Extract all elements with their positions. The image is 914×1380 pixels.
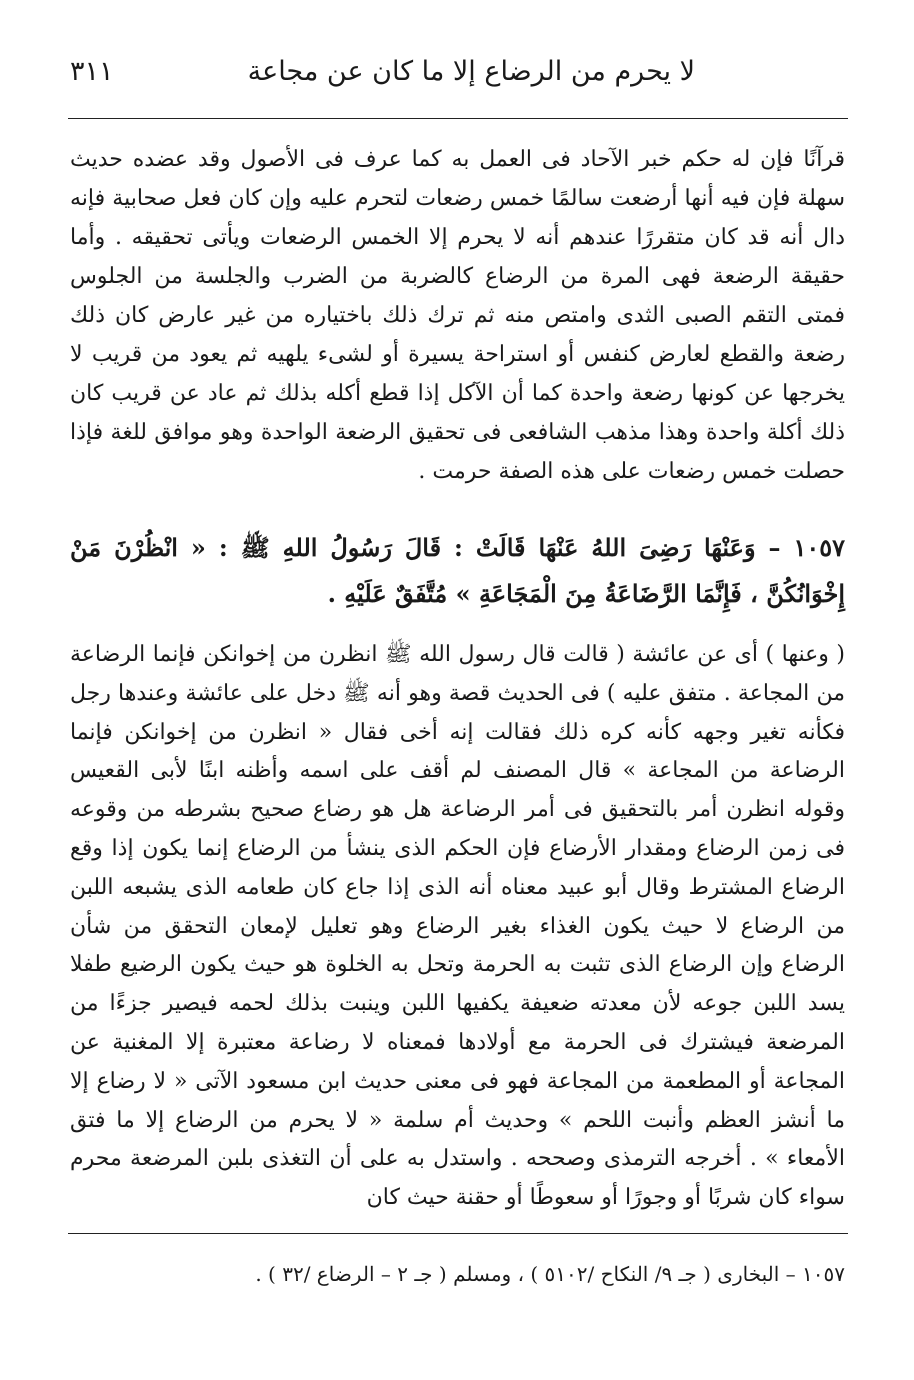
footnote: ١٠٥٧ – البخارى ( جـ ٩/ النكاح /٥١٠٢ ) ، ومسلم ( جـ ٢ – الرضاع /٣٢ ) . [255,1262,845,1286]
page-header [70,52,845,100]
hadith-text: ١٠٥٧ – وَعَنْهَا رَضِىَ اللهُ عَنْهَا قَالَتْ : قَالَ رَسُولُ اللهِ ﷺ : « انْظُرْنَ مَنْ إِخْوَانُكُنَّ ، فَإِنَّمَا الرَّضَاعَةُ مِنَ الْمَجَاعَةِ » مُتَّفَقٌ عَلَيْهِ . [70,533,845,608]
page-number: ٣١١ [70,56,114,87]
header-divider [68,118,848,119]
footnote-divider [68,1233,848,1234]
commentary-paragraph: قرآنًا فإن له حكم خبر الآحاد فى العمل به كما عرف فى الأصول وقد عضده حديث سهلة فإن فيه أنها أرضعت سالمًا خمس رضعات لتحرم عليه وإن كان فعل صحابية فإنه دال أنه قد كان متقررًا عندهم أنه لا يحرم إلا الخمس الرضعات ويأتى تحقيقه . وأما حقيقة الرضعة فهى المرة من الرضاع كالضربة من الضرب والجلسة من الجلوس فمتى التقم الصبى الثدى وامتص منه ثم ترك ذلك باختياره من غير عارض كان ذلك رضعة والقطع لعارض كنفس أو استراحة يسيرة أو لشىء يلهيه ثم يعود من قريب لا يخرجها عن كونها رضعة واحدة كما أن الآكل إذا قطع أكله بذلك ثم عاد عن قريب كان ذلك أكلة واحدة وهذا مذهب الشافعى فى تحقيق الرضعة الواحدة وهو موافق للغة فإذا حصلت خمس رضعات على هذه الصفة حرمت . [70,147,845,484]
hadith-commentary: ( وعنها ) أى عن عائشة ( قالت قال رسول الله ﷺ انظرن من إخوانكن فإنما الرضاعة من المجاعة . متفق عليه ) فى الحديث قصة وهو أنه ﷺ دخل على عائشة وعندها رجل فكأنه تغير وجهه كأنه كره ذلك فقالت إنه أخى فقال « انظرن من إخوانكن فإنما الرضاعة من المجاعة » قال المصنف لم أقف على اسمه وأظنه ابنًا لأبى القعيس وقوله انظرن أمر بالتحقيق فى أمر الرضاعة هل هو رضاع صحيح بشرطه من وقوعه فى زمن الرضاع ومقدار الأرضاع فإن الحكم الذى ينشأ من الرضاع إنما يكون إذا وقع الرضاع المشترط وقال أبو عبيد معناه أنه الذى إذا جاع كان طعامه الذى يشبعه اللبن من الرضاع لا حيث يكون الغذاء بغير الرضاع وهو تعليل لإمعان التحقق من شأن الرضاع وإن الرضاع الذى تثبت به الحرمة وتحل به الخلوة هو حيث يكون الرضيع طفلا يسد اللبن جوعه لأن معدته ضعيفة يكفيها اللبن وينبت بذلك لحمه فيصير جزءًا من المرضعة فيشترك فى الحرمة مع أولادها فمعناه لا رضاعة معتبرة إلا المغنية عن المجاعة أو المطعمة من المجاعة فهو فى معنى حديث ابن مسعود الآتى « لا رضاع إلا ما أنشز العظم وأنبت اللحم » وحديث أم سلمة « لا يحرم من الرضاع إلا ما فتق الأمعاء » . أخرجه الترمذى وصححه . واستدل به على أن التغذى بلبن المرضعة محرم سواء كان شربًا أو وجورًا أو سعوطًا أو حقنة حيث كان [70,642,845,1211]
running-title: لا يحرم من الرضاع إلا ما كان عن مجاعة [247,56,695,87]
